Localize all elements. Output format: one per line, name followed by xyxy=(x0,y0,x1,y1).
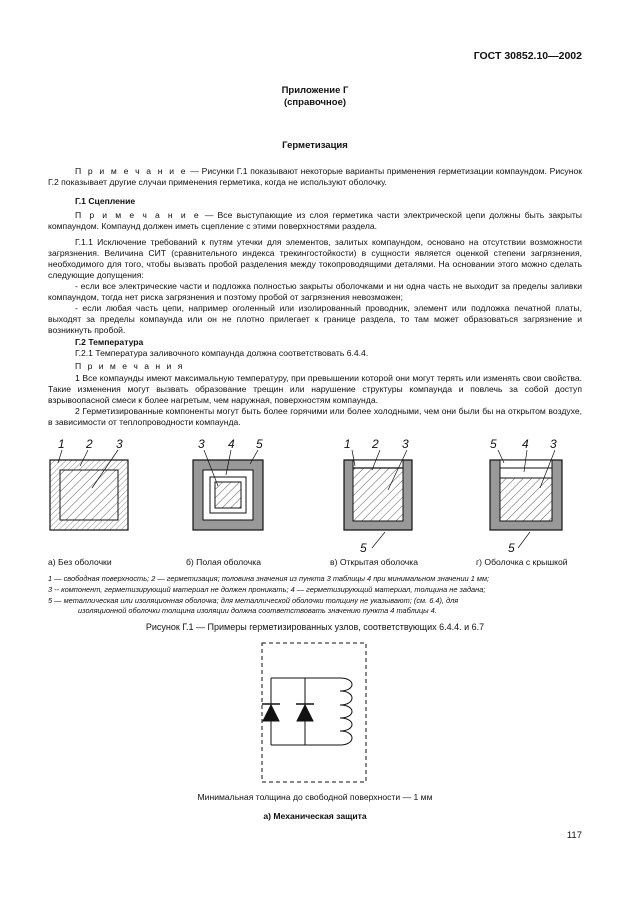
annex-title: Приложение Г xyxy=(281,85,349,96)
note-label: П р и м е ч а н и е xyxy=(75,166,188,176)
section-title: Герметизация xyxy=(282,140,348,151)
annex-subtitle: (справочное) xyxy=(283,97,347,108)
g1-bullet-2: - если любая часть цепи, например оголенный или изолированный проводник, элемент или подложка печатной платы, выходят за пределы компаунда или он не плотно прилегает к границе раздела, то там может образоваться загрязнение и возникнуть пробой. xyxy=(48,303,582,335)
page-number: 117 xyxy=(566,830,582,841)
figure-2-circuit xyxy=(262,643,366,782)
fig-b-caption: б) Полая оболочка xyxy=(186,557,261,567)
note-text: — Рисунки Г.1 показывают некоторые варианты применения герметизации компаундом. Рисунок Г.2 показывает другие случаи применения герметика, когда не используют оболочку. xyxy=(48,166,583,187)
fig-a-label-1: 1 xyxy=(58,437,65,451)
figure-1-title: Рисунок Г.1 — Примеры герметизированных узлов, соответствующих 6.4.4. и 6.7 xyxy=(145,622,485,632)
figure-d-enclosure-with-lid xyxy=(490,437,562,555)
g1-note-text: — Все выступающие из слоя герметика части электрической цепи должны быть закрыты компаундом. Компаунд должен иметь сцепление с этими поверхностями раздела. xyxy=(48,210,582,231)
figure-1-legend-line-4: изоляционной оболочки толщина изоляции должна соответствовать значению пункта 4 таблицы 4. xyxy=(78,606,437,615)
g2-note-1: 1 Все компаунды имеют максимальную температуру, при превышении которой они могут терять или изменять свои свойства. Такие изменения могут вызвать образование трещин или нарушение структуры компаунда и повлечь за собой доступ взрывоопасной смеси к более нагретым, чем наружная, поверхностям компаунда. xyxy=(48,373,582,405)
figure-c-open-enclosure xyxy=(344,437,412,555)
fig-d-label-5-bottom: 5 xyxy=(508,541,515,555)
g2-note-2: 2 Герметизированные компоненты могут быть более горячими или более холодными, чем они были бы на открытом воздухе, в зависимости от теплопроводности компаунда. xyxy=(48,406,582,427)
fig-b-label-5: 5 xyxy=(256,437,263,451)
fig-c-label-5: 5 xyxy=(360,541,367,555)
fig-b-label-4: 4 xyxy=(228,437,235,451)
g1-paragraph-1: Г.1.1 Исключение требований к путям утечки для элементов, залитых компаундом, основано на отсутствии возможности загрязнения. Величина СИТ (сравнительного индекса трекингостойкости) в сущности является оценкой степени загрязнения, необходимого для того, чтобы вызвать пробой разделения между токопроводящими деталями. На основании этого можно сделать следующие допущения: xyxy=(48,237,582,280)
figure-2-subcaption: а) Механическая защита xyxy=(263,811,367,821)
fig-d-label-3: 3 xyxy=(550,437,557,451)
fig-a-label-3: 3 xyxy=(116,437,123,451)
fig-a-caption: а) Без оболочки xyxy=(48,557,112,567)
fig-c-label-3: 3 xyxy=(402,437,409,451)
g2-notes-label: П р и м е ч а н и я xyxy=(75,361,185,371)
fig-c-label-2: 2 xyxy=(372,437,379,451)
fig-b-label-3: 3 xyxy=(198,437,205,451)
figure-2-min-thickness: Минимальная толщина до свободной поверхности — 1 мм xyxy=(197,792,433,802)
figure-1-legend-line-2: 3 -- компонент, герметизирующий материал не должен проникать; 4 — герметизирующий материал, толщина не задана; xyxy=(48,585,486,594)
figure-a-no-enclosure xyxy=(50,437,128,530)
g2-paragraph-1: Г.2.1 Температура заливочного компаунда должна соответствовать 6.4.4. xyxy=(75,348,369,358)
g1-note-label: П р и м е ч а н и е xyxy=(75,210,201,220)
g1-bullet-1: - если все электрические части и подложка полностью закрыты оболочками и ни одна часть не выходит за пределы заливки компаундом, тогда нет риска загрязнения и поэтому пробой от загрязнения невозможен; xyxy=(48,281,582,302)
document-id: ГОСТ 30852.10—2002 xyxy=(473,50,582,62)
figure-1-legend-line-3: 5 — металлическая или изоляционная оболочка; для металлической оболочки толщину не указывают; (см. 6.4), для xyxy=(48,596,459,605)
fig-d-label-4: 4 xyxy=(522,437,529,451)
g1-title: Г.1 Сцепление xyxy=(75,196,136,206)
figure-1-legend-line-1: 1 — свободная поверхность; 2 — герметизация; половина значения из пункта 3 таблицы 4 при минимальном значении 1 мм; xyxy=(48,574,490,583)
figure-b-hollow-enclosure xyxy=(193,437,263,530)
fig-c-label-1: 1 xyxy=(344,437,351,451)
fig-d-caption: г) Оболочка с крышкой xyxy=(476,557,568,567)
fig-c-caption: в) Открытая оболочка xyxy=(330,557,419,567)
fig-d-label-5-top: 5 xyxy=(490,437,497,451)
fig-a-label-2: 2 xyxy=(86,437,93,451)
g2-title: Г.2 Температура xyxy=(75,337,144,347)
